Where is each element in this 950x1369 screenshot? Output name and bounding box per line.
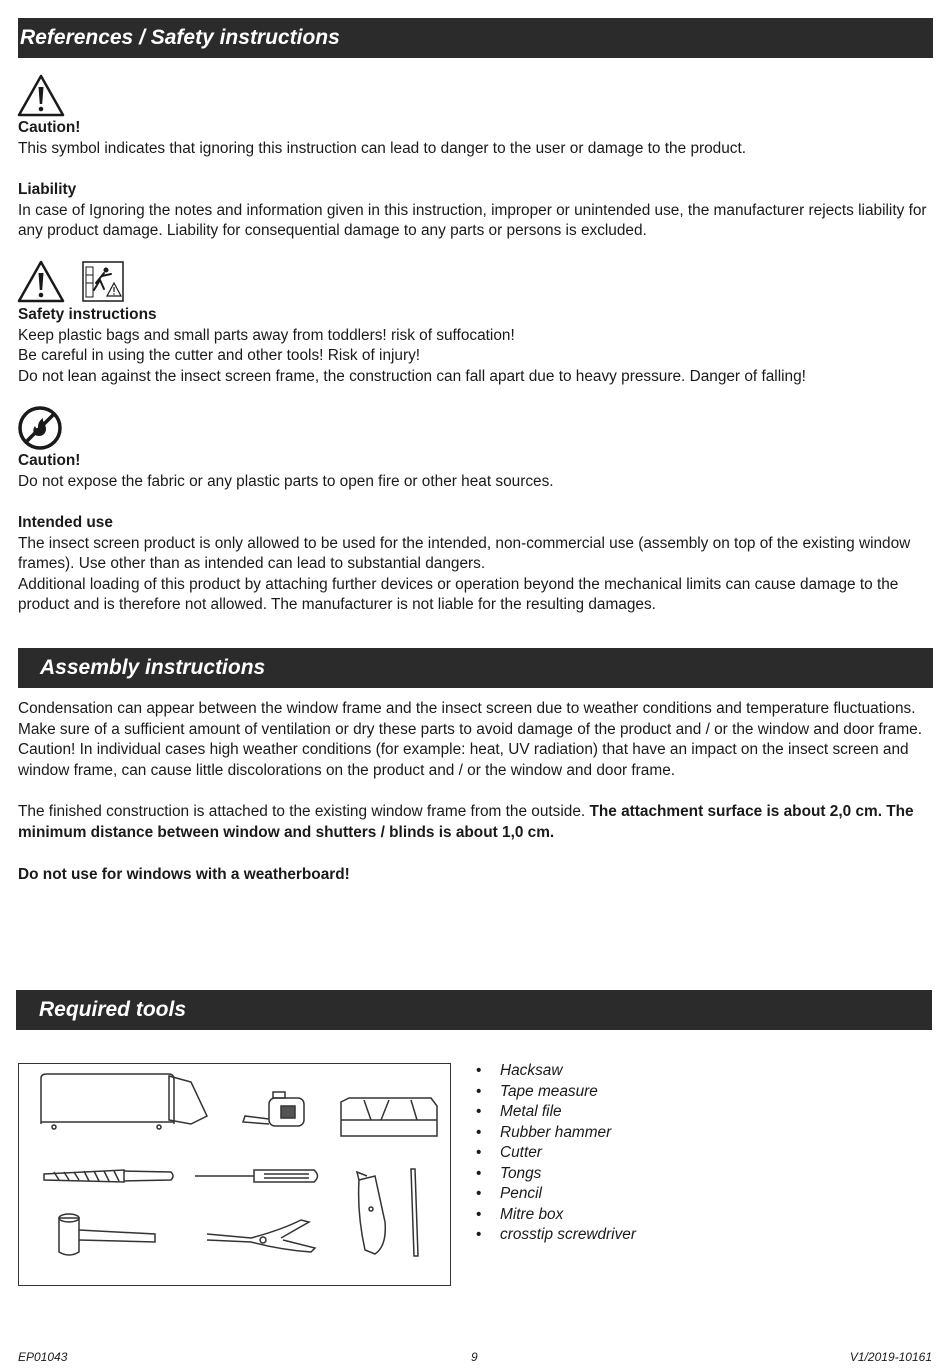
tape-measure-icon: [243, 1092, 304, 1126]
fire-caution-text: Do not expose the fabric or any plastic parts to open fire or other heat sources.: [18, 472, 554, 490]
list-item: • Hacksaw: [475, 1061, 636, 1082]
caution-block: [18, 118, 930, 159]
fire-caution-block: [18, 451, 930, 492]
hacksaw-icon: [41, 1074, 207, 1129]
safety-block: [18, 305, 930, 387]
screwdriver-icon: [195, 1170, 318, 1182]
intended-use-block: [18, 513, 930, 616]
safety-line: Keep plastic bags and small parts away from toddlers! risk of suffocation!: [18, 326, 515, 344]
list-item: • Tongs: [475, 1164, 636, 1185]
list-item: • Mitre box: [475, 1205, 636, 1226]
condensation-text: Condensation can appear between the window frame and the insect screen due to weather conditions and temperature fluctuations. Make sure of a sufficient amount of ventilation or dry these parts to avoid damage of the product and / or the window and door frame. Caution! In individual cases high weather conditions (for example: heat, UV radiation) that have an impact on the insect screen and window frame, can cause little discolorations on the product and / or the window and door frame.: [18, 700, 923, 779]
metal-file-icon: [44, 1170, 173, 1182]
liability-title: Liability: [18, 181, 77, 198]
attachment-text: [18, 802, 930, 843]
intended-use-text: The insect screen product is only allowed to be used for the intended, non-commercial use (assembly on top of the existing window frames). Use other than as intended can lead to substantial dangers.: [18, 534, 911, 573]
list-item: • crosstip screwdriver: [475, 1225, 636, 1246]
intended-use-title: Intended use: [18, 514, 113, 531]
danger-of-falling-icon: [82, 261, 124, 302]
tongs-icon: [207, 1220, 315, 1252]
caution-text: This symbol indicates that ignoring this instruction can lead to danger to the user or damage to the product.: [18, 139, 747, 157]
warning-triangle-icon: [16, 259, 66, 304]
attachment-text-normal: The finished construction is attached to the existing window frame from the outside.: [18, 802, 590, 820]
weatherboard-warning: Do not use for windows with a weatherboard!: [18, 866, 350, 884]
tools-drawing: [19, 1064, 449, 1284]
list-item: • Tape measure: [475, 1082, 636, 1103]
rubber-hammer-icon: [59, 1214, 155, 1255]
safety-line: Be careful in using the cutter and other tools! Risk of injury!: [18, 347, 421, 365]
caution-title: Caution!: [18, 119, 81, 136]
list-item: • Rubber hammer: [475, 1123, 636, 1144]
cutter-icon: [357, 1172, 385, 1254]
liability-block: [18, 180, 930, 242]
warning-triangle-icon: [16, 73, 66, 118]
assembly-header: [18, 648, 933, 688]
assembly-header-text: Assembly instructions: [40, 656, 266, 679]
list-item: • Pencil: [475, 1184, 636, 1205]
fire-caution-title: Caution!: [18, 452, 81, 469]
list-item: • Metal file: [475, 1102, 636, 1123]
page-number: 9: [471, 1350, 478, 1364]
tools-list: [475, 1061, 636, 1246]
tools-header-text: Required tools: [39, 998, 187, 1021]
tools-header: [16, 990, 932, 1030]
tools-illustration: [18, 1063, 451, 1286]
references-header: [18, 18, 933, 58]
list-item: • Cutter: [475, 1143, 636, 1164]
references-header-text: References / Safety instructions: [20, 26, 340, 49]
liability-text: In case of Ignoring the notes and information given in this instruction, improper or unintended use, the manufacturer rejects liability for any product damage. Liability for consequential damage to any parts or persons is excluded.: [18, 201, 927, 240]
safety-title: Safety instructions: [18, 306, 157, 323]
safety-line: Do not lean against the insect screen frame, the construction can fall apart due to heavy pressure. Danger of falling!: [18, 367, 806, 385]
assembly-block: [18, 699, 930, 886]
pencil-icon: [411, 1169, 418, 1256]
footer-version: V1/2019-10161: [849, 1350, 932, 1364]
attachment-text-bold: The attachment surface is about 2,0 cm. The minimum distance between window and shutters / blinds is about 1,0 cm.: [18, 802, 914, 841]
footer-doc-id: EP01043: [18, 1350, 68, 1364]
no-open-fire-icon: [17, 405, 63, 451]
intended-use-text: Additional loading of this product by attaching further devices or operation beyond the mechanical limits can cause damage to the product and is therefore not allowed. The manufacturer is not liable for the resulting damages.: [18, 575, 899, 614]
mitre-box-icon: [341, 1098, 437, 1136]
